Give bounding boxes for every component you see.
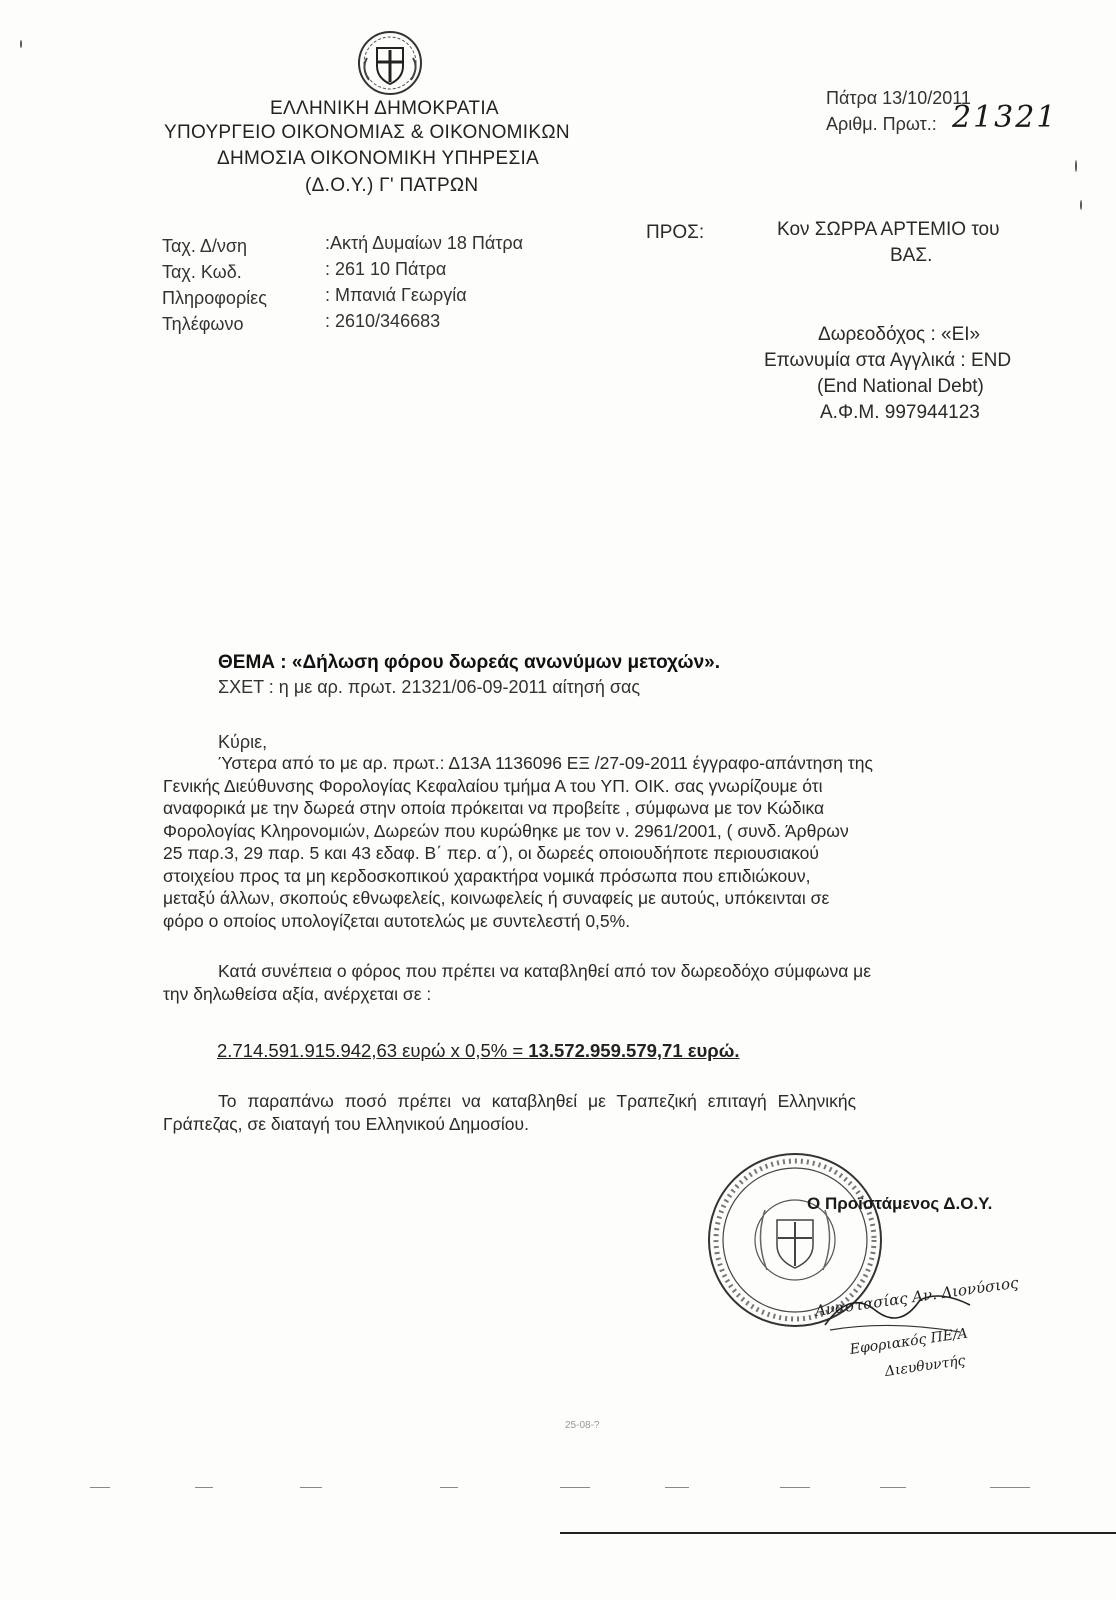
header-office: (Δ.Ο.Υ.) Γ' ΠΑΤΡΩΝ (305, 175, 479, 196)
paragraph-line: φόρο ο οποίος υπολογίζεται αυτοτελώς με συντελεστή 0,5%. (163, 910, 631, 931)
recipient-english-name: Επωνυμία στα Αγγλικά : END (764, 350, 1012, 371)
paragraph-line: την δηλωθείσα αξία, ανέρχεται σε : (163, 983, 432, 1004)
scan-dash (195, 1487, 213, 1488)
contact-label: Τηλέφωνο (162, 314, 244, 334)
signature-scribble-icon (820, 1270, 980, 1345)
contact-value: : 2610/346683 (325, 311, 441, 331)
calculation-base: 2.714.591.915.942,63 ευρώ x 0,5% = (217, 1040, 529, 1061)
paragraph-line: Το παραπάνω ποσό πρέπει να καταβληθεί με Τραπεζική επιταγή Ελληνικής (218, 1091, 857, 1111)
scan-dash (440, 1487, 458, 1488)
protocol-number-handwritten: 21321 (952, 100, 1058, 135)
salutation: Κύριε, (218, 732, 268, 752)
paragraph-line: αναφορικά με την δωρεά στην οποία πρόκειται να προβείτε , σύμφωνα με τον Κώδικα (163, 798, 825, 818)
scan-mark (20, 40, 22, 48)
reference-line: ΣΧΕΤ : η με αρ. πρωτ. 21321/06-09-2011 αίτησή σας (218, 677, 641, 697)
paragraph-line: Φορολογίας Κληρονομιών, Δωρεών που κυρώθηκε με τον ν. 2961/2001, ( συνδ. Άρθρων (163, 820, 849, 841)
paragraph-3 (163, 1090, 856, 1135)
paragraph-line: Γράπεζας, σε διαταγή του Ελληνικού Δημοσίου. (163, 1113, 529, 1134)
signature-role-2: Διευθυντής (883, 1352, 967, 1380)
subject-line: ΘΕΜΑ : «Δήλωση φόρου δωρεάς ανωνύμων μετοχών». (218, 652, 721, 673)
recipient-name: Κον ΣΩΡΡΑ ΑΡΤΕΜΙΟ του (777, 219, 1000, 240)
scan-dash (300, 1487, 322, 1488)
paragraph-line: 25 παρ.3, 29 παρ. 5 και 43 εδαφ. Β΄ περ. α΄), οι δωρεές οποιουδήποτε περιουσιακού (163, 843, 819, 863)
scan-dash (880, 1487, 906, 1488)
paragraph-line: Γενικής Διεύθυνσης Φορολογίας Κεφαλαίου τμήμα Α του ΥΠ. ΟΙΚ. σας γνωρίζουμε ότι (163, 775, 823, 796)
coat-of-arms-icon (355, 28, 425, 103)
bottom-rule (560, 1532, 1116, 1534)
paragraph-line: στοιχείου προς τα μη κερδοσκοπικού χαρακτήρα νομικά πρόσωπα που επιδιώκουν, (163, 865, 811, 886)
paragraph-2 (163, 960, 871, 1005)
paragraph-line: Κατά συνέπεια ο φόρος που πρέπει να καταβληθεί από τον δωρεοδόχο σύμφωνα με (218, 961, 872, 981)
paragraph-line: Ύστερα από το με αρ. πρωτ.: Δ13Α 1136096 ΕΞ /27-09-2011 έγγραφο-απάντηση της (218, 753, 873, 773)
contact-label: Ταχ. Δ/νση (162, 236, 248, 256)
scan-dash (90, 1487, 110, 1488)
scan-mark (1075, 160, 1077, 172)
recipient-donee: Δωρεοδόχος : «ΕΙ» (818, 324, 981, 345)
recipient-english-full: (End National Debt) (817, 376, 984, 397)
protocol-label: Αριθμ. Πρωτ.: (826, 114, 937, 134)
signature-role-1: Εφοριακός ΠΕ/Α (848, 1325, 969, 1358)
scan-dash (990, 1487, 1030, 1488)
scan-dash (780, 1487, 810, 1488)
signature-name: Αναστασίας Αν. Διονύσιος (813, 1273, 1020, 1320)
contact-label: Ταχ. Κωδ. (162, 262, 242, 282)
scan-dash (560, 1487, 590, 1488)
scan-dash (665, 1487, 689, 1488)
header-service: ΔΗΜΟΣΙΑ ΟΙΚΟΝΟΜΙΚΗ ΥΠΗΡΕΣΙΑ (217, 148, 540, 169)
scan-mark (1080, 200, 1082, 210)
to-label: ΠΡΟΣ: (646, 222, 705, 243)
calculation-result: 13.572.959.579,71 ευρώ. (528, 1040, 740, 1061)
recipient-afm: Α.Φ.Μ. 997944123 (820, 402, 980, 423)
tax-calculation (217, 1040, 740, 1062)
contact-value: : 261 10 Πάτρα (325, 259, 447, 279)
paragraph-1 (163, 752, 873, 932)
paragraph-line: μεταξύ άλλων, σκοπούς εθνωφελείς, κοινωφελείς ή συναφείς με αυτούς, υπόκεινται σε (163, 888, 830, 908)
recipient-name-2: ΒΑΣ. (890, 245, 933, 266)
signature-title: Ο Προϊστάμενος Δ.Ο.Υ. (807, 1194, 993, 1213)
header-ministry: ΥΠΟΥΡΓΕΙΟ ΟΙΚΟΝΟΜΙΑΣ & ΟΙΚΟΝΟΜΙΚΩΝ (164, 122, 570, 143)
contact-value: :Ακτή Δυμαίων 18 Πάτρα (325, 233, 524, 253)
faint-footer-mark: 25-08-? (565, 1420, 600, 1431)
header-country: ΕΛΛΗΝΙΚΗ ΔΗΜΟΚΡΑΤΙΑ (270, 98, 499, 119)
contact-label: Πληροφορίες (162, 288, 267, 308)
place-date: Πάτρα 13/10/2011 (826, 88, 971, 108)
contact-value: : Μπανιά Γεωργία (325, 285, 467, 305)
